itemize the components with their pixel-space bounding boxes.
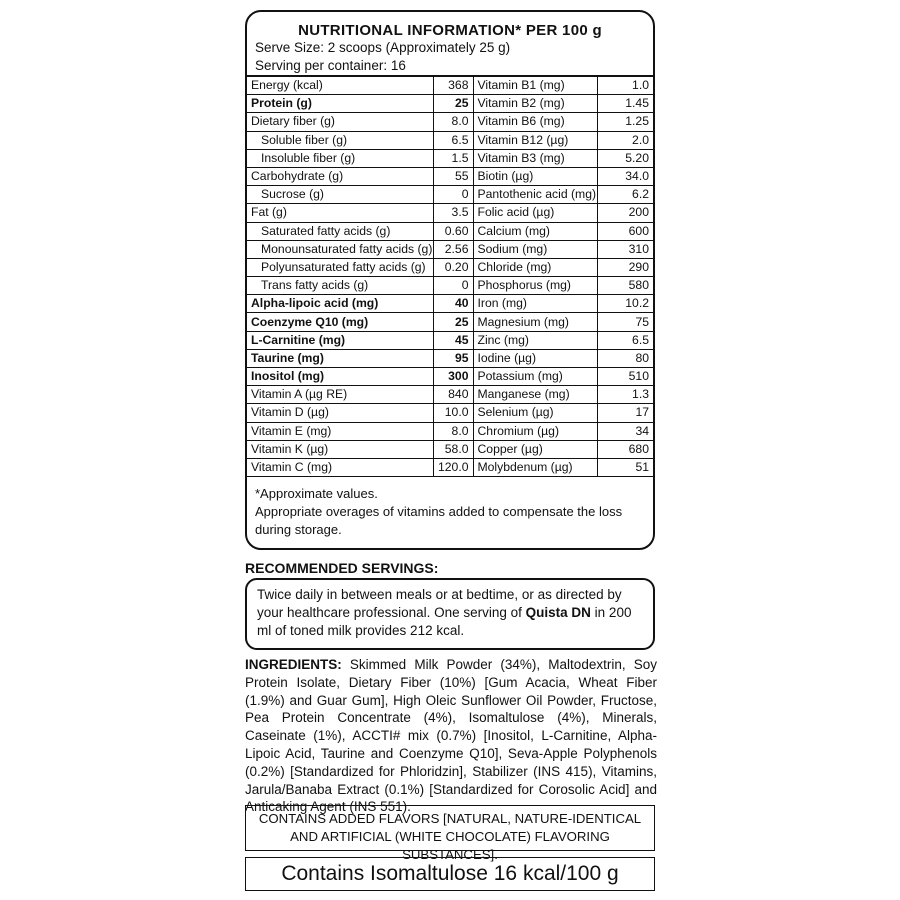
nutrition-row	[247, 368, 653, 386]
nutrient-value-left: 6.5	[433, 131, 473, 149]
nutrition-row	[247, 149, 653, 167]
nutrient-name-left: Vitamin A (µg RE)	[247, 386, 433, 404]
nutrient-name-left: Dietary fiber (g)	[247, 113, 433, 131]
nutrient-value-right: 680	[597, 440, 653, 458]
nutrition-row	[247, 131, 653, 149]
nutrition-table-body	[247, 77, 653, 477]
nutrient-name-left: Vitamin C (mg)	[247, 458, 433, 476]
nutrient-name-right: Manganese (mg)	[473, 386, 597, 404]
nutrient-name-right: Chloride (mg)	[473, 258, 597, 276]
nutrient-name-right: Vitamin B2 (mg)	[473, 95, 597, 113]
nutrient-value-right: 34.0	[597, 167, 653, 185]
nutrient-value-right: 5.20	[597, 149, 653, 167]
nutrition-row	[247, 95, 653, 113]
nutrient-name-right: Vitamin B12 (µg)	[473, 131, 597, 149]
nutrient-value-left: 1.5	[433, 149, 473, 167]
nutrition-title: NUTRITIONAL INFORMATION* PER 100 g	[298, 22, 602, 39]
flavors-notice: CONTAINS ADDED FLAVORS [NATURAL, NATURE-IDENTICAL AND ARTIFICIAL (WHITE CHOCOLATE) FLAVORING SUBSTANCES].	[245, 805, 655, 851]
recommended-text-1: Twice daily in between meals or at bedtime, or as directed by your healthcare professional. One serving of	[257, 587, 622, 620]
nutrient-name-left: Fat (g)	[247, 204, 433, 222]
nutrient-value-right: 600	[597, 222, 653, 240]
nutrition-row	[247, 331, 653, 349]
nutrient-value-left: 95	[433, 349, 473, 367]
nutrient-name-left: Protein (g)	[247, 95, 433, 113]
nutrient-name-left: Sucrose (g)	[247, 186, 433, 204]
servings-per-container: Serving per container: 16	[247, 57, 653, 76]
nutrition-row	[247, 113, 653, 131]
nutrient-name-left: Insoluble fiber (g)	[247, 149, 433, 167]
recommended-servings-box	[245, 578, 655, 650]
nutrient-value-right: 510	[597, 368, 653, 386]
nutrient-name-left: Trans fatty acids (g)	[247, 277, 433, 295]
nutrition-row	[247, 458, 653, 476]
nutrition-row	[247, 204, 653, 222]
nutrient-value-right: 1.0	[597, 77, 653, 95]
nutrient-value-left: 0.60	[433, 222, 473, 240]
nutrition-panel	[245, 10, 655, 550]
nutrition-row	[247, 167, 653, 185]
nutrient-value-left: 25	[433, 95, 473, 113]
nutrient-name-left: Carbohydrate (g)	[247, 167, 433, 185]
ingredients-label: INGREDIENTS:	[245, 657, 342, 672]
nutrient-name-right: Folic acid (µg)	[473, 204, 597, 222]
nutrient-name-right: Magnesium (mg)	[473, 313, 597, 331]
nutrient-name-right: Copper (µg)	[473, 440, 597, 458]
nutrition-row	[247, 77, 653, 95]
nutrition-row	[247, 277, 653, 295]
nutrient-value-left: 0	[433, 186, 473, 204]
nutrient-name-right: Iodine (µg)	[473, 349, 597, 367]
nutrient-name-left: Vitamin K (µg)	[247, 440, 433, 458]
nutrient-name-left: L-Carnitine (mg)	[247, 331, 433, 349]
nutrient-value-left: 40	[433, 295, 473, 313]
nutrient-value-left: 300	[433, 368, 473, 386]
nutrient-name-right: Potassium (mg)	[473, 368, 597, 386]
nutrient-name-right: Pantothenic acid (mg)	[473, 186, 597, 204]
nutrient-value-left: 8.0	[433, 422, 473, 440]
nutrient-name-left: Energy (kcal)	[247, 77, 433, 95]
nutrient-name-left: Saturated fatty acids (g)	[247, 222, 433, 240]
nutrient-name-right: Selenium (µg)	[473, 404, 597, 422]
nutrient-value-left: 368	[433, 77, 473, 95]
nutrient-value-right: 310	[597, 240, 653, 258]
nutrient-value-left: 0	[433, 277, 473, 295]
nutrient-value-right: 10.2	[597, 295, 653, 313]
nutrient-name-left: Alpha-lipoic acid (mg)	[247, 295, 433, 313]
nutrient-name-right: Calcium (mg)	[473, 222, 597, 240]
nutrient-name-right: Vitamin B3 (mg)	[473, 149, 597, 167]
nutrient-name-right: Molybdenum (µg)	[473, 458, 597, 476]
nutrient-value-right: 1.3	[597, 386, 653, 404]
nutrient-value-left: 10.0	[433, 404, 473, 422]
nutrient-value-right: 6.5	[597, 331, 653, 349]
nutrition-row	[247, 295, 653, 313]
nutrition-notes	[247, 477, 653, 539]
nutrient-value-left: 45	[433, 331, 473, 349]
nutrient-name-right: Iron (mg)	[473, 295, 597, 313]
nutrient-value-right: 51	[597, 458, 653, 476]
nutrient-name-right: Vitamin B1 (mg)	[473, 77, 597, 95]
nutrition-row	[247, 258, 653, 276]
nutrient-value-left: 8.0	[433, 113, 473, 131]
nutrition-row	[247, 313, 653, 331]
nutrient-name-right: Sodium (mg)	[473, 240, 597, 258]
ingredients-text: Skimmed Milk Powder (34%), Maltodextrin, Soy Protein Isolate, Dietary Fiber (10%) [Gum Acacia, Wheat Fiber (1.9%) and Guar Gum], High Oleic Sunflower Oil Powder, Fructose, Pea Protein Concentrate (4%), Isomaltulose (4%), Minerals, Caseinate (1%), ACCTI# mix (0.7%) [Inositol, L-Carnitine, Alpha-Lipoic Acid, Taurine and Coenzyme Q10], Seva-Apple Polyphenols (0.2%) [Standardized for Phloridzin], Stabilizer (INS 415), Vitamins, Jarula/Banaba Extract (0.1%) [Standardized for Corosolic Acid] and Anticaking Agent (INS 551).	[245, 657, 657, 815]
nutrient-value-right: 1.45	[597, 95, 653, 113]
nutrition-row	[247, 422, 653, 440]
note-approximate: *Approximate values.	[255, 486, 378, 502]
nutrition-row	[247, 349, 653, 367]
nutrient-value-right: 80	[597, 349, 653, 367]
nutrient-value-left: 55	[433, 167, 473, 185]
nutrition-row	[247, 404, 653, 422]
nutrient-name-right: Chromium (µg)	[473, 422, 597, 440]
nutrient-name-left: Vitamin D (µg)	[247, 404, 433, 422]
nutrient-name-right: Vitamin B6 (mg)	[473, 113, 597, 131]
nutrient-value-left: 25	[433, 313, 473, 331]
nutrient-name-right: Zinc (mg)	[473, 331, 597, 349]
brand-name: Quista DN	[525, 605, 591, 620]
nutrient-name-left: Inositol (mg)	[247, 368, 433, 386]
recommended-heading: RECOMMENDED SERVINGS:	[245, 560, 439, 576]
nutrient-value-right: 290	[597, 258, 653, 276]
nutrient-value-right: 6.2	[597, 186, 653, 204]
nutrient-value-right: 34	[597, 422, 653, 440]
nutrient-name-left: Monounsaturated fatty acids (g)	[247, 240, 433, 258]
nutrient-value-right: 17	[597, 404, 653, 422]
nutrition-row	[247, 222, 653, 240]
nutrient-value-left: 3.5	[433, 204, 473, 222]
nutrient-value-right: 2.0	[597, 131, 653, 149]
nutrient-name-left: Soluble fiber (g)	[247, 131, 433, 149]
nutrient-value-left: 58.0	[433, 440, 473, 458]
nutrient-name-right: Biotin (µg)	[473, 167, 597, 185]
nutrient-name-left: Taurine (mg)	[247, 349, 433, 367]
serve-size: Serve Size: 2 scoops (Approximately 25 g)	[255, 40, 511, 55]
nutrient-value-right: 200	[597, 204, 653, 222]
nutrient-value-left: 840	[433, 386, 473, 404]
nutrient-value-right: 580	[597, 277, 653, 295]
nutrient-name-right: Phosphorus (mg)	[473, 277, 597, 295]
nutrient-name-left: Vitamin E (mg)	[247, 422, 433, 440]
nutrition-table	[247, 76, 653, 477]
nutrient-value-left: 2.56	[433, 240, 473, 258]
isomaltulose-notice: Contains Isomaltulose 16 kcal/100 g	[245, 857, 655, 891]
nutrient-value-right: 1.25	[597, 113, 653, 131]
nutrition-row	[247, 186, 653, 204]
nutrition-row	[247, 386, 653, 404]
nutrition-row	[247, 440, 653, 458]
recommended-text-2: in 200 ml of toned milk provides 212 kcal.	[257, 605, 632, 638]
nutrient-value-left: 0.20	[433, 258, 473, 276]
nutrition-row	[247, 240, 653, 258]
nutrient-value-right: 75	[597, 313, 653, 331]
note-overages: Appropriate overages of vitamins added to compensate the loss during storage.	[255, 504, 623, 538]
nutrient-name-left: Coenzyme Q10 (mg)	[247, 313, 433, 331]
nutrient-value-left: 120.0	[433, 458, 473, 476]
ingredients-paragraph	[245, 656, 657, 816]
nutrient-name-left: Polyunsaturated fatty acids (g)	[247, 258, 433, 276]
